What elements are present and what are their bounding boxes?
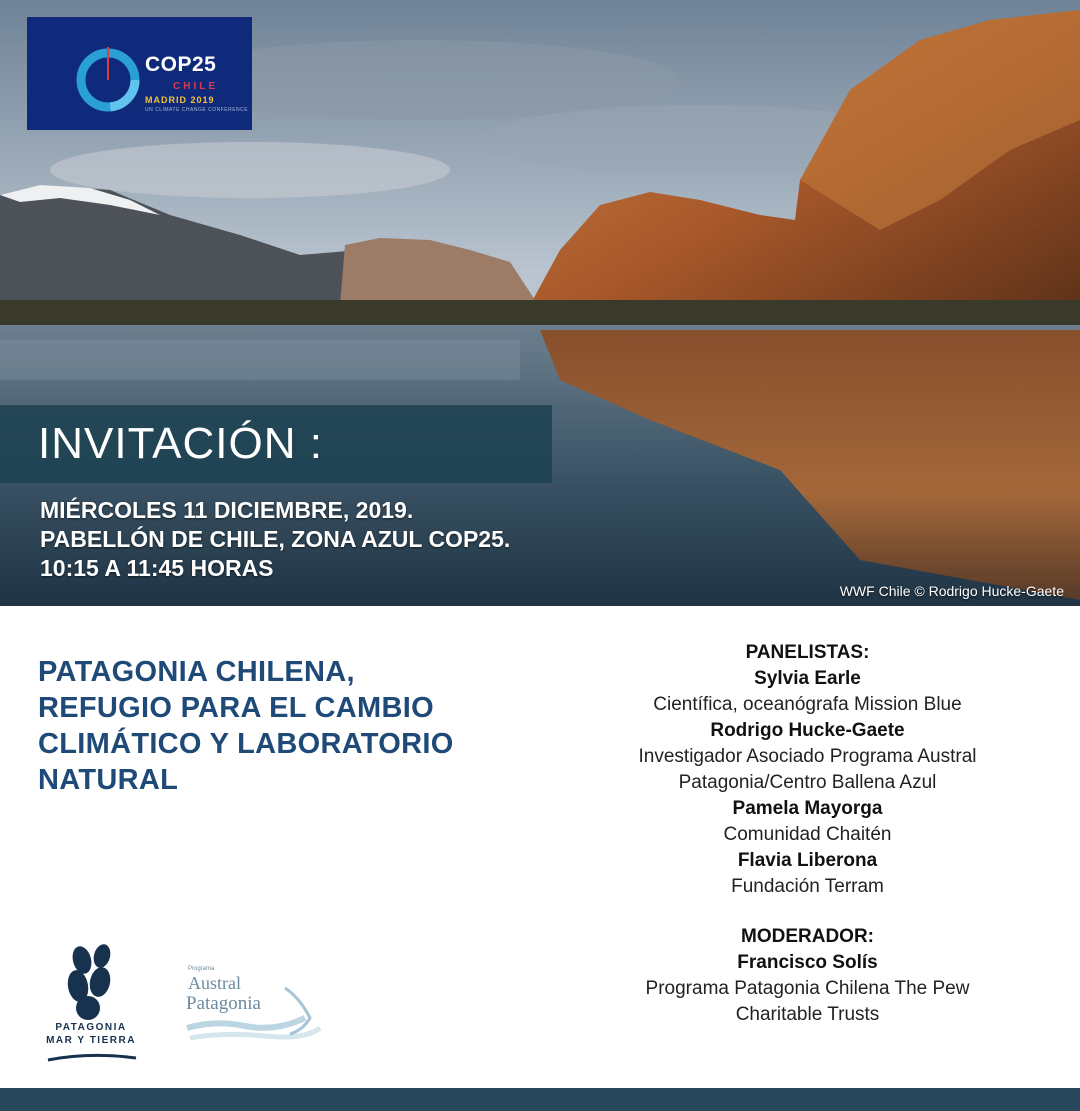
cop-name: COP25 (145, 53, 217, 76)
invitation-title: INVITACIÓN : (38, 419, 323, 468)
event-time: 10:15 A 11:45 HORAS (40, 555, 274, 581)
panelist-name: Pamela Mayorga (732, 798, 883, 819)
cop25-logo (27, 17, 252, 130)
panelist-name: Rodrigo Hucke-Gaete (710, 720, 905, 741)
moderator-header: MODERADOR: (741, 926, 874, 947)
event-date: MIÉRCOLES 11 DICIEMBRE, 2019. (40, 497, 414, 523)
moderator-role: Programa Patagonia Chilena The Pew (645, 978, 970, 999)
cop-venue: MADRID 2019 (145, 95, 215, 105)
patagonia-mar-y-tierra-logo (40, 942, 150, 1067)
event-title-line: PATAGONIA CHILENA, (38, 656, 355, 688)
bottom-bar (0, 1088, 1080, 1111)
austral-logo-line2: Patagonia (186, 993, 261, 1014)
patagonia-logo-line2: MAR Y TIERRA (46, 1035, 136, 1046)
panelist-role: Patagonia/Centro Ballena Azul (678, 772, 937, 793)
patagonia-logo-text (40, 1021, 142, 1047)
clock-ring-icon (73, 45, 143, 115)
austral-logo-small: Programa (188, 966, 215, 972)
event-location: PABELLÓN DE CHILE, ZONA AZUL COP25. (40, 526, 511, 552)
panelist-role: Comunidad Chaitén (723, 824, 892, 845)
panelists-section (600, 640, 1015, 1028)
event-title-line: CLIMÁTICO Y LABORATORIO (38, 728, 454, 760)
event-title-line: REFUGIO PARA EL CAMBIO (38, 692, 434, 724)
event-title-line: NATURAL (38, 764, 179, 796)
event-details (40, 496, 510, 583)
photo-credit: WWF Chile © Rodrigo Hucke-Gaete (839, 583, 1064, 599)
cop-tagline: UN CLIMATE CHANGE CONFERENCE (145, 107, 249, 113)
austral-logo-line1: Austral (188, 973, 241, 993)
patagonia-logo-line1: PATAGONIA (55, 1022, 127, 1033)
event-title (38, 654, 558, 798)
panelist-role: Fundación Terram (731, 876, 884, 897)
panelist-role: Investigador Asociado Programa Austral (638, 746, 977, 767)
section-spacer (600, 900, 1015, 924)
panelist-role: Científica, oceanógrafa Mission Blue (653, 694, 962, 715)
cop-country: CHILE (173, 81, 218, 92)
moderator-role: Charitable Trusts (735, 1004, 880, 1025)
panelist-name: Flavia Liberona (737, 850, 878, 871)
panelist-name: Sylvia Earle (754, 668, 861, 689)
panelists-header: PANELISTAS: (745, 642, 870, 663)
moderator-name: Francisco Solís (737, 952, 878, 973)
